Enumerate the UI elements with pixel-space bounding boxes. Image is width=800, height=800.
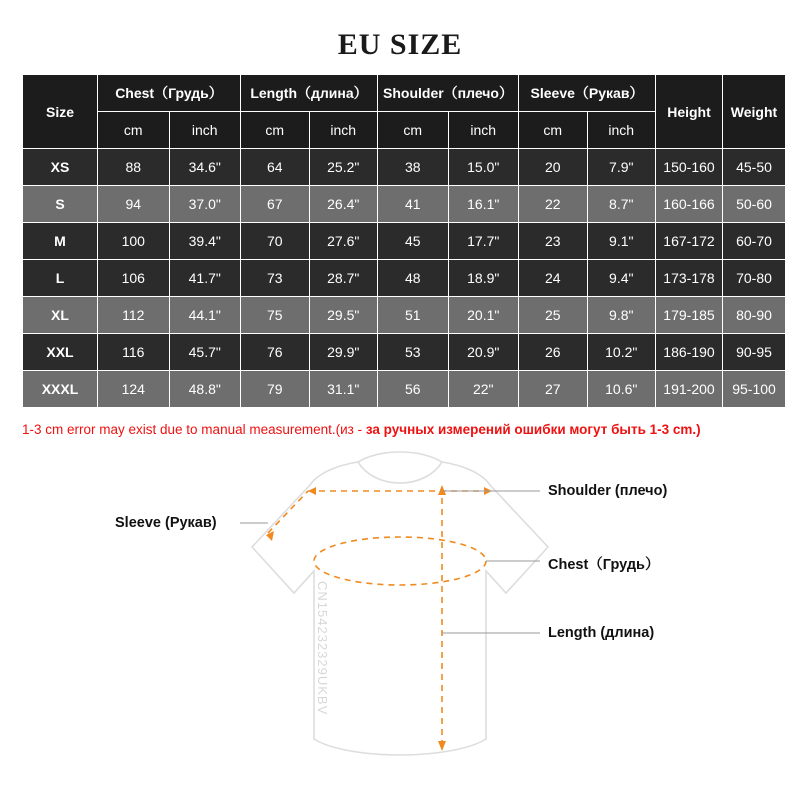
cell-sleeve-cm: 24 xyxy=(519,260,588,297)
cell-chest-inch: 44.1" xyxy=(169,297,241,334)
cell-weight: 95-100 xyxy=(723,371,786,408)
cell-sleeve-cm: 27 xyxy=(519,371,588,408)
cell-size: XXL xyxy=(23,334,98,371)
size-table-container xyxy=(0,74,800,408)
cell-size: M xyxy=(23,223,98,260)
cell-sleeve-cm: 25 xyxy=(519,297,588,334)
cell-chest-inch: 34.6" xyxy=(169,149,241,186)
cell-height: 160-166 xyxy=(656,186,723,223)
unit-shoulder-inch: inch xyxy=(448,112,519,149)
cell-length-inch: 31.1" xyxy=(309,371,378,408)
cell-size: XXXL xyxy=(23,371,98,408)
size-table xyxy=(22,74,786,408)
cell-height: 173-178 xyxy=(656,260,723,297)
table-row xyxy=(23,260,786,297)
header-sleeve: Sleeve（Рукав） xyxy=(519,75,656,112)
header-shoulder: Shoulder（плечо） xyxy=(378,75,519,112)
cell-shoulder-cm: 38 xyxy=(378,149,449,186)
cell-sleeve-cm: 20 xyxy=(519,149,588,186)
cell-shoulder-cm: 45 xyxy=(378,223,449,260)
cell-length-cm: 75 xyxy=(241,297,310,334)
table-row xyxy=(23,297,786,334)
cell-sleeve-inch: 7.9" xyxy=(587,149,656,186)
cell-shoulder-inch: 17.7" xyxy=(448,223,519,260)
cell-weight: 80-90 xyxy=(723,297,786,334)
cell-length-inch: 26.4" xyxy=(309,186,378,223)
cell-sleeve-inch: 10.2" xyxy=(587,334,656,371)
cell-weight: 60-70 xyxy=(723,223,786,260)
cell-shoulder-inch: 16.1" xyxy=(448,186,519,223)
header-chest: Chest（Грудь） xyxy=(98,75,241,112)
cell-sleeve-cm: 26 xyxy=(519,334,588,371)
unit-chest-cm: cm xyxy=(98,112,170,149)
tshirt-measurement-diagram xyxy=(0,443,800,773)
tshirt-illustration xyxy=(0,443,800,773)
cell-chest-cm: 106 xyxy=(98,260,170,297)
cell-height: 150-160 xyxy=(656,149,723,186)
watermark-code: CN154232329UKBV xyxy=(315,581,330,716)
cell-length-inch: 29.9" xyxy=(309,334,378,371)
cell-sleeve-inch: 9.1" xyxy=(587,223,656,260)
unit-sleeve-inch: inch xyxy=(587,112,656,149)
cell-chest-cm: 112 xyxy=(98,297,170,334)
note-text-ru: за ручных измерений ошибки могут быть 1-3 cm.) xyxy=(365,422,701,437)
cell-shoulder-inch: 18.9" xyxy=(448,260,519,297)
cell-size: S xyxy=(23,186,98,223)
cell-shoulder-cm: 41 xyxy=(378,186,449,223)
table-row xyxy=(23,149,786,186)
note-text-en: 1-3 cm error may exist due to manual measurement.(из - xyxy=(22,422,366,437)
label-chest: Chest（Грудь） xyxy=(548,557,660,573)
cell-length-cm: 76 xyxy=(241,334,310,371)
cell-size: L xyxy=(23,260,98,297)
cell-length-inch: 25.2" xyxy=(309,149,378,186)
header-weight: Weight xyxy=(723,75,786,149)
cell-height: 191-200 xyxy=(656,371,723,408)
cell-height: 179-185 xyxy=(656,297,723,334)
cell-chest-inch: 39.4" xyxy=(169,223,241,260)
cell-sleeve-cm: 22 xyxy=(519,186,588,223)
unit-chest-inch: inch xyxy=(169,112,241,149)
cell-shoulder-cm: 53 xyxy=(378,334,449,371)
cell-weight: 70-80 xyxy=(723,260,786,297)
cell-sleeve-inch: 10.6" xyxy=(587,371,656,408)
page-title: EU SIZE xyxy=(337,28,463,61)
cell-shoulder-inch: 22" xyxy=(448,371,519,408)
cell-shoulder-inch: 20.1" xyxy=(448,297,519,334)
unit-length-inch: inch xyxy=(309,112,378,149)
measurement-note xyxy=(0,408,800,437)
header-size: Size xyxy=(23,75,98,149)
unit-sleeve-cm: cm xyxy=(519,112,588,149)
cell-chest-inch: 41.7" xyxy=(169,260,241,297)
cell-sleeve-inch: 9.4" xyxy=(587,260,656,297)
label-sleeve: Sleeve (Рукав) xyxy=(115,515,217,531)
cell-chest-inch: 48.8" xyxy=(169,371,241,408)
cell-chest-cm: 116 xyxy=(98,334,170,371)
label-shoulder: Shoulder (плечо) xyxy=(548,483,668,499)
cell-chest-cm: 88 xyxy=(98,149,170,186)
cell-sleeve-inch: 9.8" xyxy=(587,297,656,334)
cell-length-inch: 27.6" xyxy=(309,223,378,260)
cell-chest-inch: 37.0" xyxy=(169,186,241,223)
cell-length-cm: 64 xyxy=(241,149,310,186)
cell-height: 186-190 xyxy=(656,334,723,371)
cell-length-cm: 67 xyxy=(241,186,310,223)
cell-size: XL xyxy=(23,297,98,334)
cell-weight: 90-95 xyxy=(723,334,786,371)
table-row xyxy=(23,223,786,260)
cell-length-inch: 28.7" xyxy=(309,260,378,297)
cell-sleeve-inch: 8.7" xyxy=(587,186,656,223)
cell-weight: 45-50 xyxy=(723,149,786,186)
cell-weight: 50-60 xyxy=(723,186,786,223)
cell-height: 167-172 xyxy=(656,223,723,260)
table-header-group-row xyxy=(23,75,786,112)
cell-chest-cm: 124 xyxy=(98,371,170,408)
table-row xyxy=(23,334,786,371)
table-row xyxy=(23,186,786,223)
cell-shoulder-cm: 51 xyxy=(378,297,449,334)
header-length: Length（длина） xyxy=(241,75,378,112)
cell-shoulder-cm: 56 xyxy=(378,371,449,408)
cell-size: XS xyxy=(23,149,98,186)
table-row xyxy=(23,371,786,408)
cell-length-cm: 70 xyxy=(241,223,310,260)
cell-shoulder-cm: 48 xyxy=(378,260,449,297)
label-length: Length (длина) xyxy=(548,625,655,641)
cell-shoulder-inch: 20.9" xyxy=(448,334,519,371)
cell-length-inch: 29.5" xyxy=(309,297,378,334)
cell-sleeve-cm: 23 xyxy=(519,223,588,260)
unit-shoulder-cm: cm xyxy=(378,112,449,149)
header-height: Height xyxy=(656,75,723,149)
cell-chest-cm: 94 xyxy=(98,186,170,223)
cell-chest-cm: 100 xyxy=(98,223,170,260)
cell-length-cm: 79 xyxy=(241,371,310,408)
cell-length-cm: 73 xyxy=(241,260,310,297)
unit-length-cm: cm xyxy=(241,112,310,149)
cell-chest-inch: 45.7" xyxy=(169,334,241,371)
cell-shoulder-inch: 15.0" xyxy=(448,149,519,186)
